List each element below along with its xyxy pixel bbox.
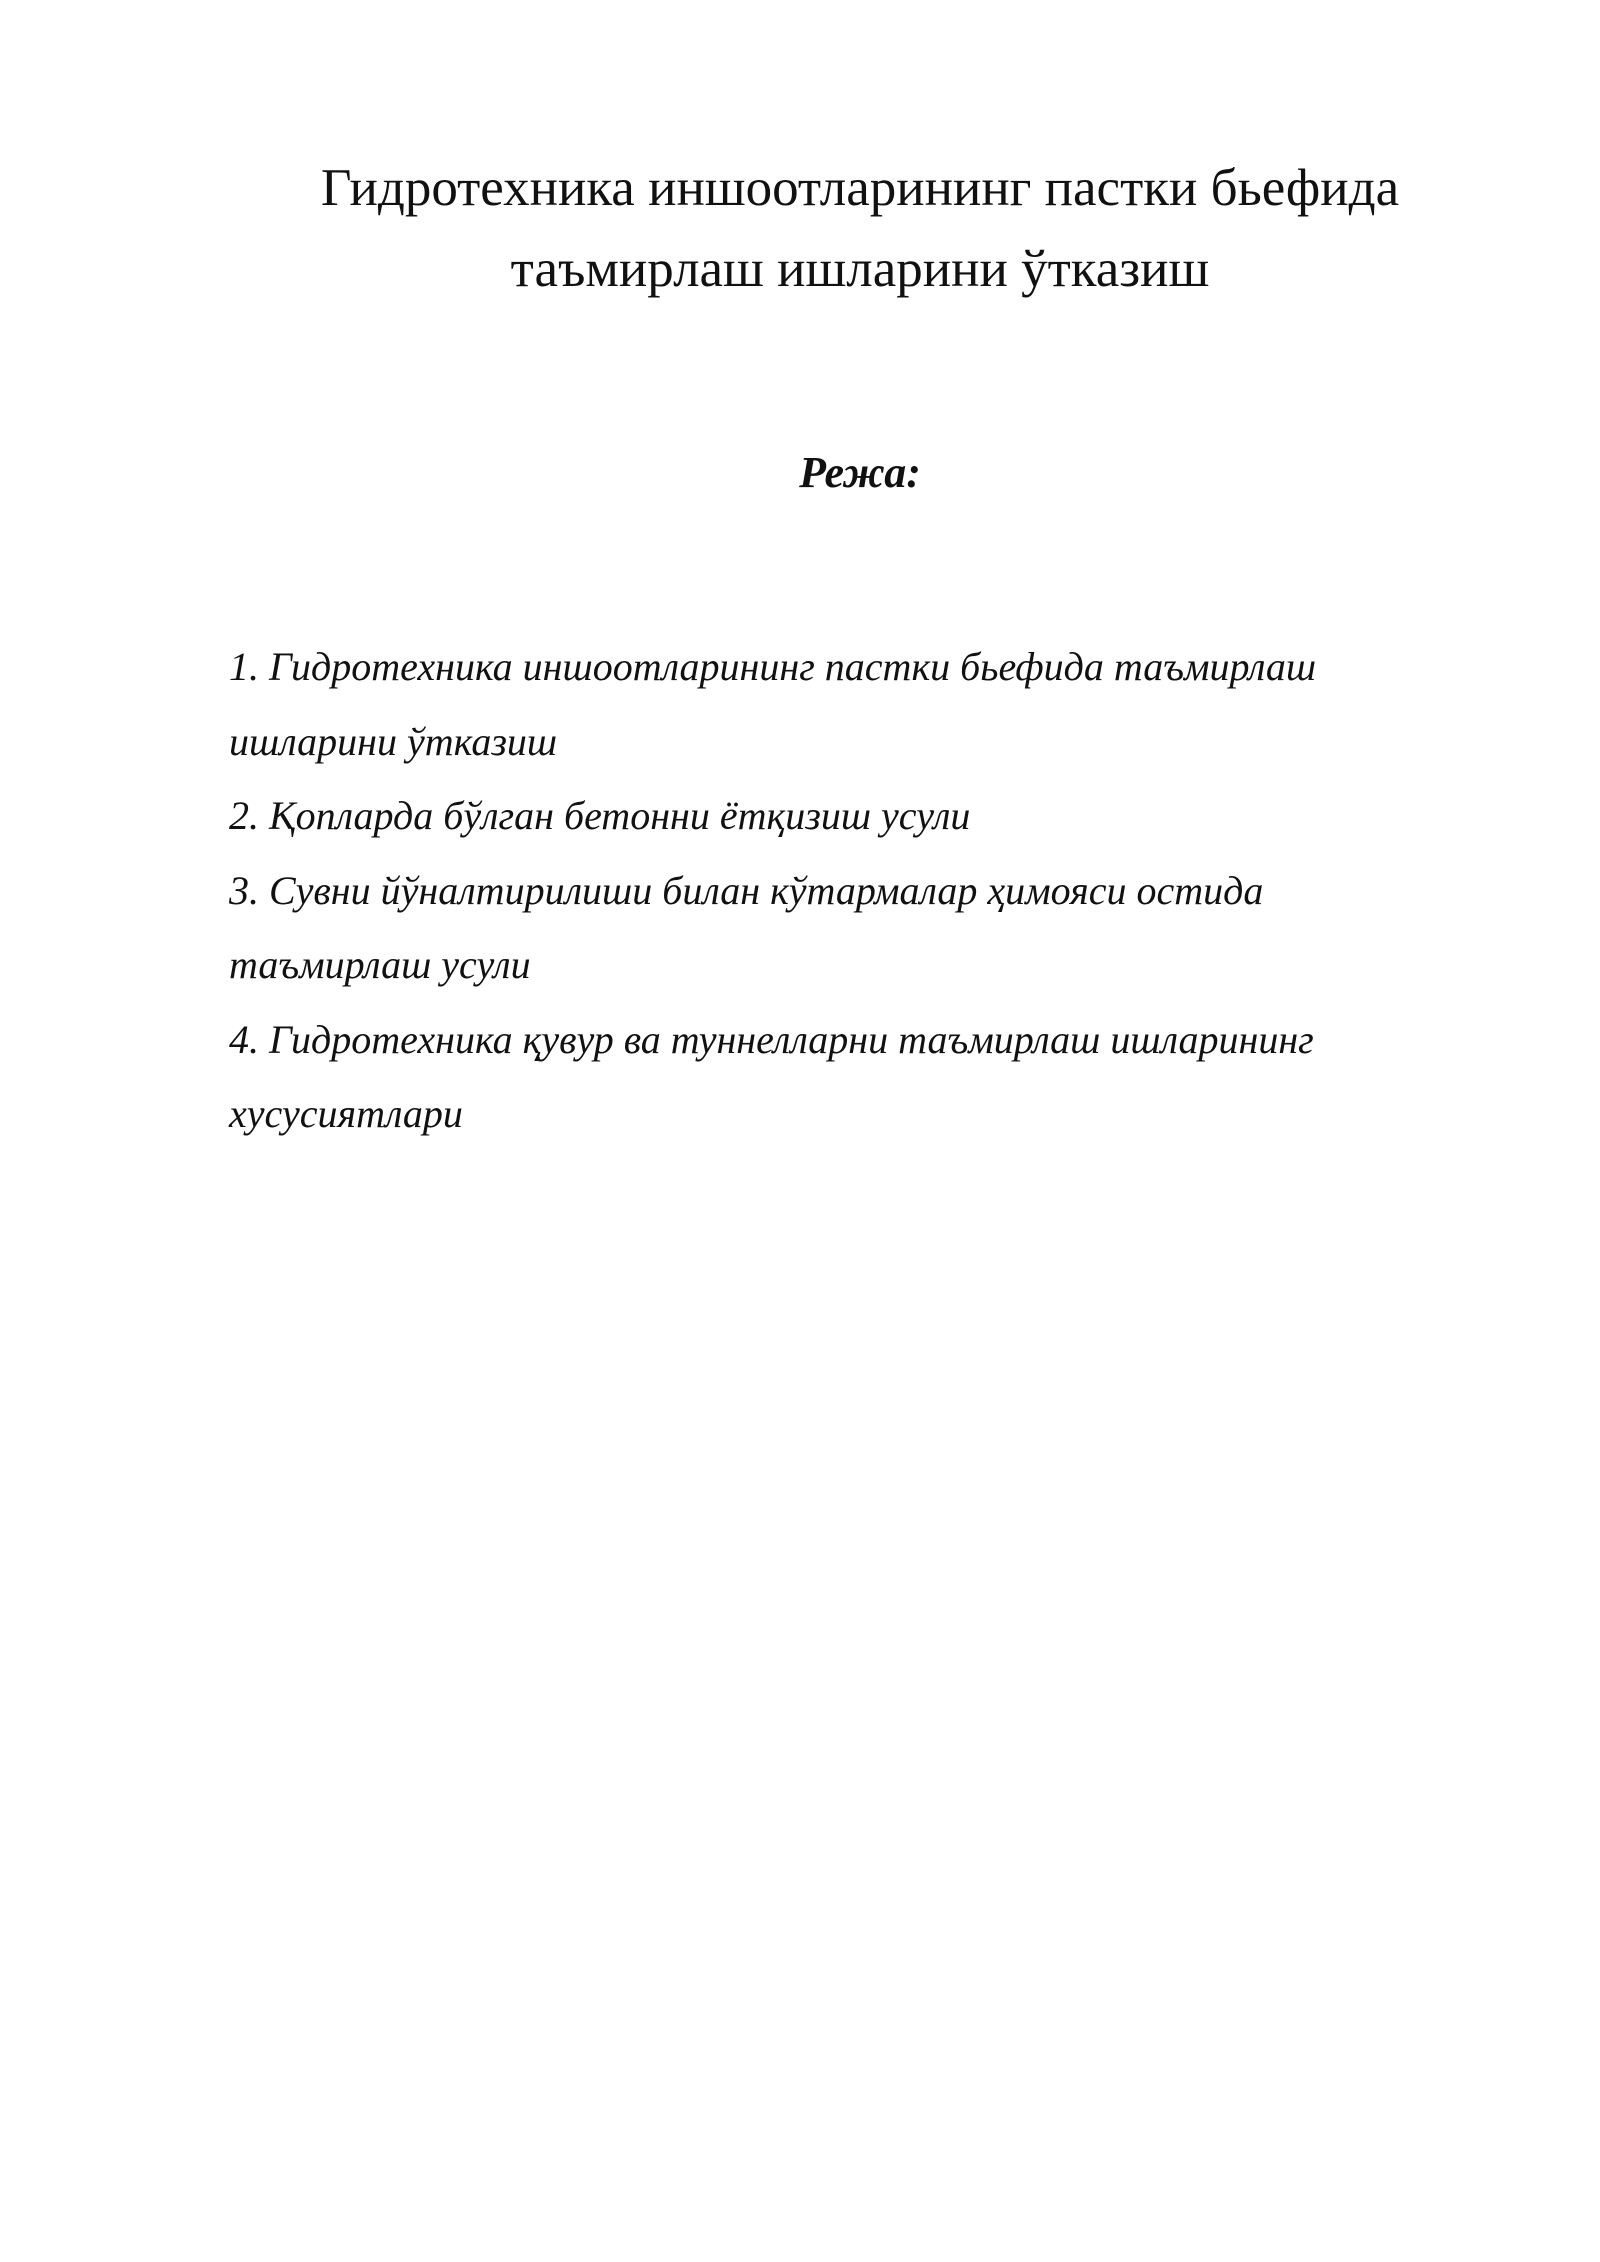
- document-title-line-2: таъмирлаш ишларини ўтказиш: [510, 240, 1210, 298]
- plan-item-number: 4.: [229, 1016, 259, 1062]
- plan-item-1: [229, 630, 1459, 779]
- plan-item-number: 3.: [229, 867, 259, 913]
- plan-item-text: Қопларда бўлган бетонни ётқизиш усули: [269, 793, 971, 838]
- plan-item-number: 1.: [229, 644, 259, 689]
- document-title-line-1: Гидротехника иншоотларининг пастки бьефида: [320, 159, 1400, 217]
- plan-heading: Режа:: [799, 448, 921, 497]
- plan-item-text: Гидротехника иншоотларининг пастки бьефида таъмирлаш ишларини ўтказиш: [229, 644, 1317, 764]
- plan-item-number: 2.: [229, 793, 259, 838]
- plan-item-text: Гидротехника қувур ва туннелларни таъмирлаш ишларининг хусусиятлари: [229, 1016, 1314, 1136]
- plan-item-4: [229, 1003, 1459, 1152]
- plan-list: [229, 630, 1459, 1152]
- document-title: [230, 148, 1490, 310]
- plan-item-text: Сувни йўналтирилиши билан кўтармалар ҳимояси остида таъмирлаш усули: [229, 867, 1264, 987]
- plan-item-3: [229, 854, 1459, 1003]
- plan-item-2: [229, 779, 1459, 854]
